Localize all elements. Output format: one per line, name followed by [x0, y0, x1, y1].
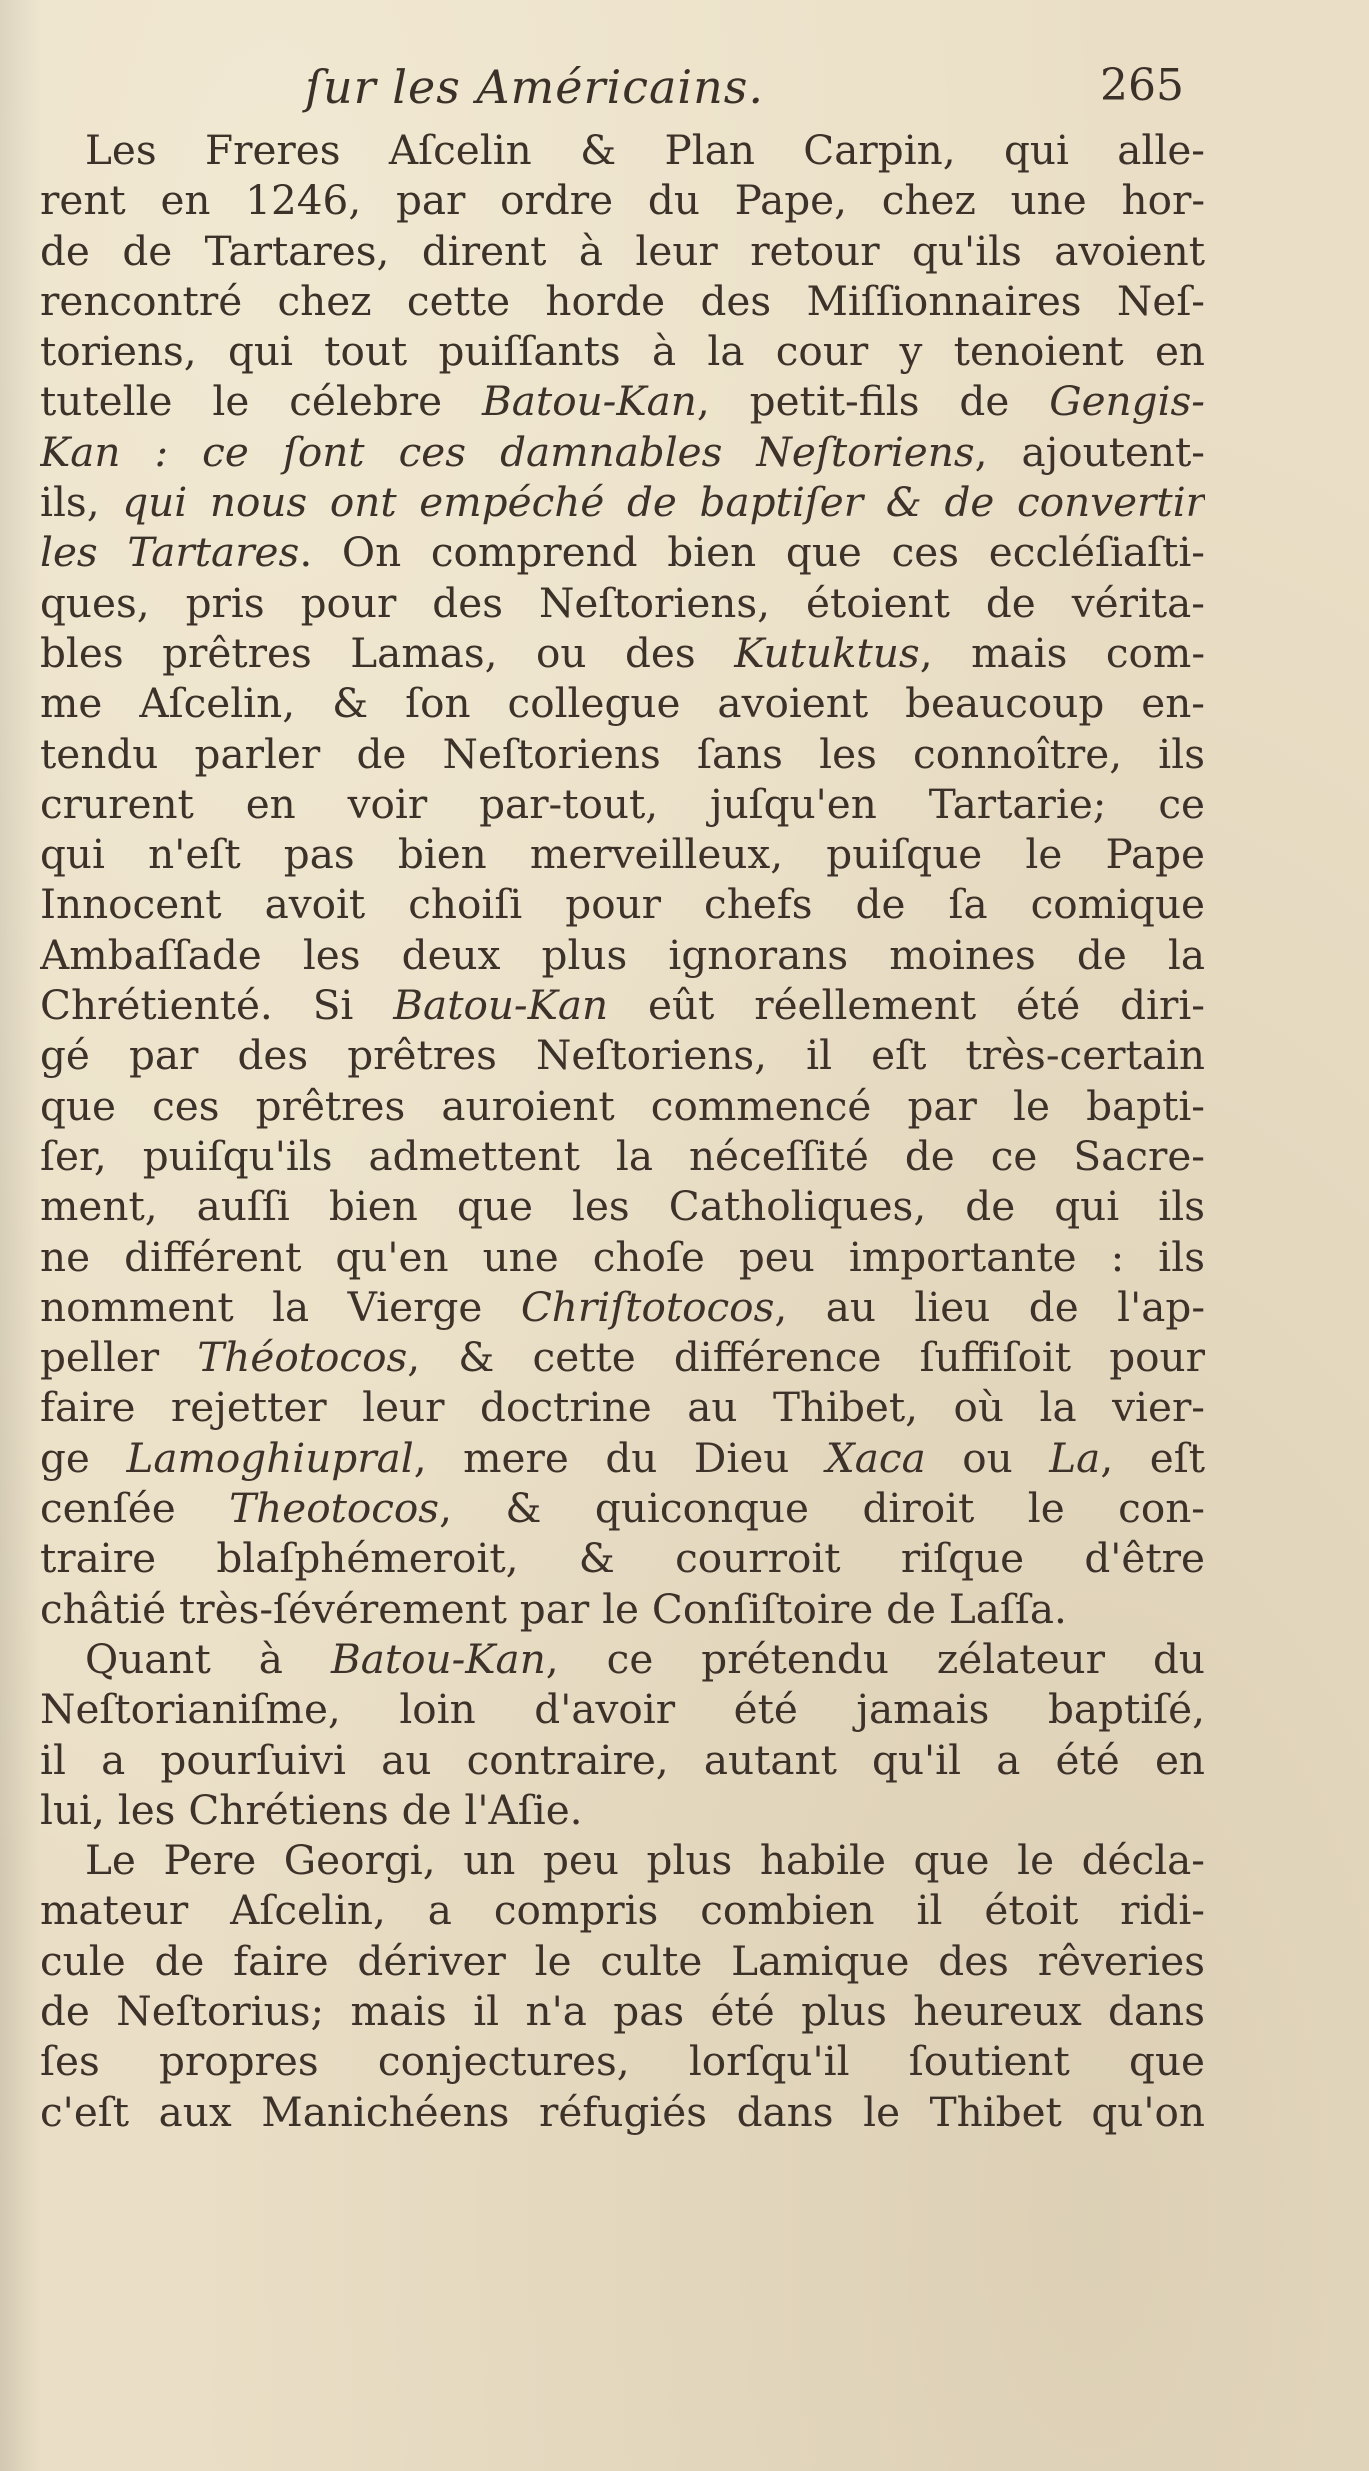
text-segment: rent en 1246, par ordre du Pape, chez une hor-: [40, 176, 1205, 225]
italic-text: Lamoghiupral: [126, 1433, 414, 1482]
text-line: [40, 1735, 1205, 1785]
text-line: [40, 1332, 1205, 1382]
text-segment: rencontré chez cette horde des Miſſionnaires Neſ-: [40, 276, 1205, 325]
italic-text: Chriſtotocos: [520, 1282, 775, 1331]
text-segment: cenſée: [40, 1484, 230, 1533]
text-line: [40, 1181, 1205, 1231]
body-text: [40, 125, 1205, 2137]
italic-text: La: [1049, 1433, 1101, 1482]
text-segment: peller: [40, 1333, 198, 1382]
italic-text: Batou-Kan: [330, 1634, 546, 1683]
italic-text: Xaca: [825, 1433, 926, 1482]
text-segment: Innocent avoit choiſi pour chefs de ſa comique: [40, 880, 1205, 929]
text-line: [40, 2036, 1205, 2086]
text-segment: , mere du Dieu: [413, 1433, 826, 1482]
italic-text: Kan : ce ſont ces damnables Neſtoriens: [40, 427, 975, 476]
text-segment: ſes propres conjectures, lorſqu'il ſoutient que: [40, 2037, 1205, 2086]
text-line: [40, 1433, 1205, 1483]
text-line: [40, 678, 1205, 728]
text-segment: me Aſcelin, & ſon collegue avoient beaucoup en-: [40, 679, 1205, 728]
italic-text: Kutuktus: [734, 628, 920, 677]
text-segment: ne différent qu'en une choſe peu importante : ils: [40, 1232, 1205, 1281]
text-line: [40, 1785, 1205, 1835]
text-segment: Quant à: [85, 1634, 331, 1683]
text-line: [40, 1885, 1205, 1935]
italic-text: les Tartares: [40, 528, 300, 577]
text-line: [40, 2087, 1205, 2137]
text-segment: de Neſtorius; mais il n'a pas été plus heureux dans: [40, 1986, 1205, 2035]
text-segment: , au lieu de l'ap-: [774, 1282, 1205, 1331]
text-line: [40, 1634, 1205, 1684]
text-line: [40, 1835, 1205, 1885]
text-line: [40, 1533, 1205, 1583]
text-line: [40, 376, 1205, 426]
text-segment: châtié très-ſévérement par le Conſiſtoire de Laſſa.: [40, 1584, 1067, 1633]
text-line: [40, 930, 1205, 980]
text-segment: crurent en voir par-tout, juſqu'en Tartarie; ce: [40, 779, 1205, 828]
text-line: [40, 1232, 1205, 1282]
text-line: [40, 829, 1205, 879]
text-line: [40, 779, 1205, 829]
text-segment: Neſtorianiſme, loin d'avoir été jamais baptiſé,: [40, 1685, 1205, 1734]
text-line: [40, 980, 1205, 1030]
text-line: [40, 1684, 1205, 1734]
text-segment: ſer, puiſqu'ils admettent la néceſſité de ce Sacre-: [40, 1131, 1205, 1180]
text-line: [40, 578, 1205, 628]
text-line: [40, 427, 1205, 477]
text-segment: gé par des prêtres Neſtoriens, il eſt très-certain: [40, 1031, 1205, 1080]
text-segment: il a pourſuivi au contraire, autant qu'il a été en: [40, 1735, 1205, 1784]
text-line: [40, 175, 1205, 225]
text-line: [40, 477, 1205, 527]
text-line: [40, 628, 1205, 678]
text-line: [40, 276, 1205, 326]
text-segment: qui n'eſt pas bien merveilleux, puiſque le Pape: [40, 830, 1205, 879]
text-line: [40, 1936, 1205, 1986]
text-segment: , & quiconque diroit le con-: [439, 1484, 1205, 1533]
text-line: [40, 1986, 1205, 2036]
text-segment: faire rejetter leur doctrine au Thibet, où la vier-: [40, 1383, 1205, 1432]
text-segment: , ajoutent-: [974, 427, 1205, 476]
text-line: [40, 729, 1205, 779]
text-line: [40, 1483, 1205, 1533]
text-segment: , petit-fils de: [696, 377, 1050, 426]
text-segment: mateur Aſcelin, a compris combien il étoit ridi-: [40, 1886, 1205, 1935]
text-segment: cule de faire dériver le culte Lamique des rêveries: [40, 1936, 1205, 1985]
text-segment: Chrétienté. Si: [40, 981, 394, 1030]
text-segment: tutelle le célebre: [40, 377, 483, 426]
text-line: [40, 226, 1205, 276]
text-segment: Ambaſſade les deux plus ignorans moines de la: [40, 930, 1205, 979]
text-line: [40, 1030, 1205, 1080]
text-line: [40, 527, 1205, 577]
text-segment: toriens, qui tout puiſſants à la cour y tenoient en: [40, 327, 1205, 376]
text-segment: ge: [40, 1433, 127, 1482]
text-line: [40, 879, 1205, 929]
text-segment: traire blaſphémeroit, & courroit riſque d'être: [40, 1534, 1205, 1583]
italic-text: Batou-Kan: [482, 377, 697, 426]
text-line: [40, 1584, 1205, 1634]
text-segment: Le Pere Georgi, un peu plus habile que le décla-: [85, 1836, 1205, 1885]
running-head-title: ſur les Américains.: [305, 60, 764, 114]
text-segment: , & cette différence ſuffiſoit pour: [407, 1333, 1205, 1382]
text-segment: ques, pris pour des Neſtoriens, étoient de vérita-: [40, 578, 1205, 627]
italic-text: qui nous ont empéché de baptiſer & de convertir: [122, 478, 1205, 527]
text-line: [40, 1282, 1205, 1332]
text-segment: ment, auſſi bien que les Catholiques, de qui ils: [40, 1182, 1205, 1231]
text-segment: bles prêtres Lamas, ou des: [40, 628, 735, 677]
text-segment: , mais com-: [919, 628, 1205, 677]
text-line: [40, 326, 1205, 376]
text-segment: , eſt: [1100, 1433, 1205, 1482]
text-segment: ils,: [40, 478, 123, 527]
running-head: [0, 60, 1369, 116]
text-segment: lui, les Chrétiens de l'Aſie.: [40, 1785, 583, 1834]
text-segment: . On comprend bien que ces eccléſiaſti-: [299, 528, 1205, 577]
text-line: [40, 1131, 1205, 1181]
text-segment: tendu parler de Neſtoriens ſans les connoître, ils: [40, 729, 1205, 778]
text-segment: Les Freres Aſcelin & Plan Carpin, qui alle-: [85, 126, 1205, 174]
text-segment: , ce prétendu zélateur du: [545, 1634, 1205, 1683]
text-line: [40, 125, 1205, 175]
italic-text: Gengis-: [1049, 377, 1205, 426]
text-segment: nomment la Vierge: [40, 1282, 521, 1331]
text-segment: c'eſt aux Manichéens réfugiés dans le Thibet qu'on: [40, 2087, 1205, 2136]
page-number: 265: [1100, 60, 1184, 111]
text-segment: de de Tartares, dirent à leur retour qu'ils avoient: [40, 226, 1205, 275]
italic-text: Theotocos: [229, 1484, 440, 1533]
text-line: [40, 1382, 1205, 1432]
text-segment: eût réellement été diri-: [608, 981, 1205, 1030]
text-segment: ou: [925, 1433, 1050, 1482]
italic-text: Théotocos: [197, 1333, 408, 1382]
text-segment: que ces prêtres auroient commencé par le bapti-: [40, 1081, 1205, 1130]
italic-text: Batou-Kan: [393, 981, 609, 1030]
text-line: [40, 1081, 1205, 1131]
